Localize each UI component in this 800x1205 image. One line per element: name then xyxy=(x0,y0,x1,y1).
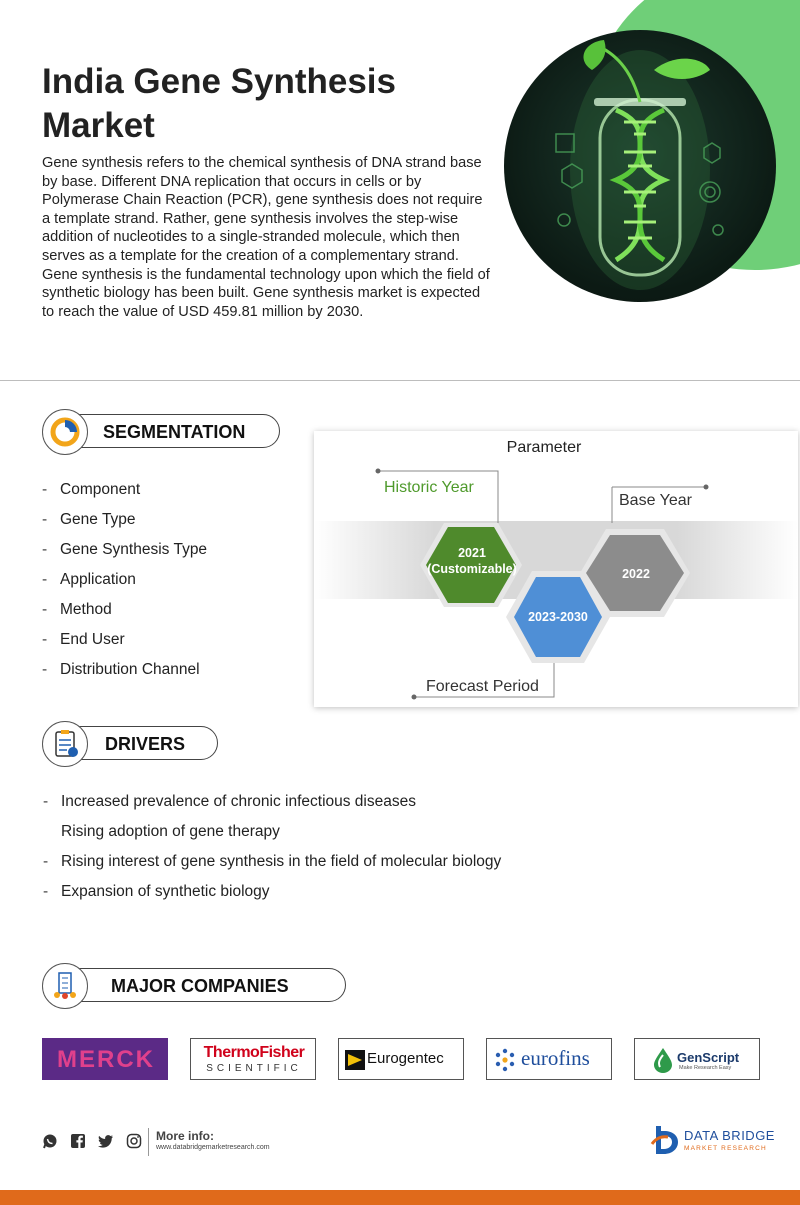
list-item: - End User xyxy=(42,625,207,655)
merck-logo xyxy=(42,1038,168,1080)
eurofins-wordmark: eurofins xyxy=(521,1046,590,1070)
footer-accent-bar xyxy=(0,1190,800,1205)
merck-wordmark: MERCK xyxy=(57,1046,155,1073)
instagram-icon[interactable] xyxy=(126,1133,142,1149)
brand-name: DATA BRIDGE xyxy=(684,1128,775,1143)
genscript-wordmark: GenScript xyxy=(677,1050,740,1065)
base-value: 2022 xyxy=(622,567,650,581)
more-info-label: More info: xyxy=(156,1129,214,1143)
companies-heading: MAJOR COMPANIES xyxy=(64,968,346,1002)
drivers-icon xyxy=(42,721,88,767)
data-bridge-logo-icon xyxy=(650,1124,680,1156)
list-item: Rising adoption of gene therapy xyxy=(61,823,280,840)
drivers-heading: DRIVERS xyxy=(64,726,218,760)
twitter-icon[interactable] xyxy=(98,1133,114,1149)
list-item: - Expansion of synthetic biology xyxy=(43,877,501,907)
pie-chart-icon xyxy=(43,410,87,454)
parameter-title: Parameter xyxy=(506,439,582,456)
base-year-label: Base Year xyxy=(619,492,692,509)
list-item: - Method xyxy=(42,595,207,625)
whatsapp-icon[interactable] xyxy=(42,1133,58,1149)
website-link[interactable]: www.databridgemarketresearch.com xyxy=(156,1144,270,1151)
dna-hero-image xyxy=(504,30,776,302)
genscript-drop-icon xyxy=(653,1047,673,1073)
segmentation-list xyxy=(42,475,207,685)
eurogentec-wordmark: Eurogentec xyxy=(367,1050,444,1067)
list-item: - Gene Synthesis Type xyxy=(42,535,207,565)
intro-paragraph: Gene synthesis refers to the chemical synthesis of DNA strand base by base. Different DNA replication that occurs in cells or by Polymerase Chain Reaction (PCR), gene synthesis does not require a template strand. Rather, gene synthesis involves the step-wise addition of nucleotides to a single-stranded molecule, which then serves as a template for the creation of a complementary strand. Gene synthesis is the fundamental technology upon which the field of synthetic biology has been built. Gene synthesis market is expected to reach the value of USD 459.81 million by 2030. xyxy=(42,155,490,320)
clipboard-icon xyxy=(43,722,87,766)
parameter-panel xyxy=(314,431,798,707)
dna-illustration xyxy=(504,30,776,302)
drivers-list xyxy=(43,787,501,907)
parameter-diagram xyxy=(314,431,798,707)
building-icon xyxy=(43,964,87,1008)
eurofins-logo xyxy=(486,1038,612,1080)
historic-note: (Customizable) xyxy=(427,562,517,576)
thermofisher-wordmark: ThermoFisher xyxy=(203,1044,305,1061)
section-divider xyxy=(0,380,800,381)
facebook-icon[interactable] xyxy=(70,1133,86,1149)
list-item: - Rising interest of gene synthesis in the field of molecular biology xyxy=(43,847,501,877)
list-item: - Application xyxy=(42,565,207,595)
forecast-period-label: Forecast Period xyxy=(426,678,539,695)
segmentation-heading: SEGMENTATION xyxy=(64,414,280,448)
eurofins-dots-icon xyxy=(493,1048,517,1072)
page-title: India Gene Synthesis Market xyxy=(42,62,396,145)
genscript-tagline: Make Research Easy xyxy=(679,1065,732,1071)
footer-separator xyxy=(148,1128,149,1156)
historic-value: 2021 xyxy=(458,546,486,560)
genscript-logo xyxy=(634,1038,760,1080)
list-item: - Component xyxy=(42,475,207,505)
list-item: - Distribution Channel xyxy=(42,655,207,685)
brand-tagline: MARKET RESEARCH xyxy=(684,1145,767,1152)
eurogentec-mark-icon xyxy=(345,1050,365,1070)
list-item: - Gene Type xyxy=(42,505,207,535)
historic-year-label: Historic Year xyxy=(384,479,474,496)
companies-icon xyxy=(42,963,88,1009)
thermofisher-logo xyxy=(190,1038,316,1080)
list-item: - Increased prevalence of chronic infectious diseases xyxy=(43,787,501,817)
segmentation-icon xyxy=(42,409,88,455)
thermofisher-subtitle: SCIENTIFIC xyxy=(206,1063,302,1074)
eurogentec-logo xyxy=(338,1038,464,1080)
forecast-value: 2023-2030 xyxy=(528,610,588,624)
